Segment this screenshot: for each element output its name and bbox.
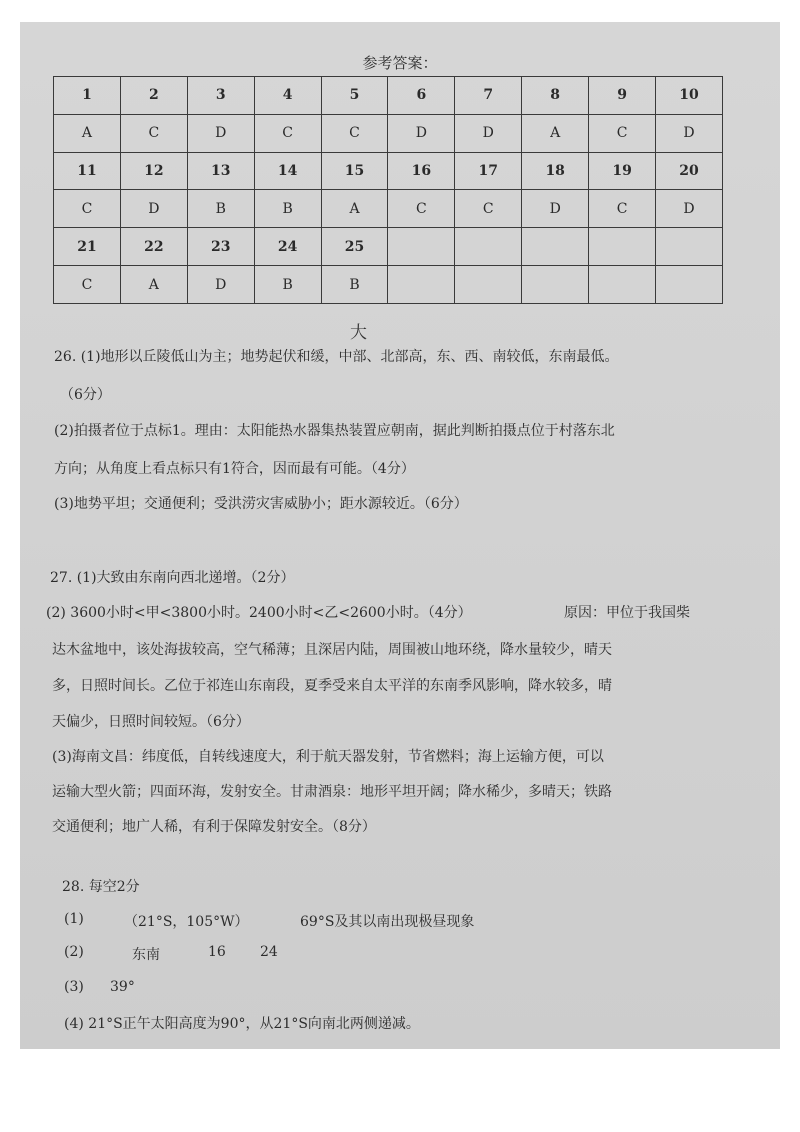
q28-r4: (4) 21°S正午太阳高度为90°，从21°S向南北两侧递减。 <box>64 1016 420 1032</box>
q28-r2-c: 24 <box>260 944 278 960</box>
q28-r2-label: (2) <box>64 944 84 960</box>
answer-row <box>54 114 723 152</box>
q28-r2-a: 东南 <box>132 947 160 963</box>
answer-cell: C <box>54 266 121 304</box>
answer-cell <box>589 266 656 304</box>
question-number-cell: 15 <box>321 152 388 190</box>
question-number-cell <box>455 228 522 266</box>
question-number-cell: 3 <box>187 77 254 115</box>
page-title: 参考答案： <box>362 54 438 72</box>
answer-cell <box>388 266 455 304</box>
answer-cell: C <box>120 114 187 152</box>
answer-cell: D <box>656 114 723 152</box>
question-number-cell: 11 <box>54 152 121 190</box>
handwritten-mark: 大 <box>350 323 367 343</box>
answer-row <box>54 266 723 304</box>
q26-line4: 方向；从角度上看点标只有1符合，因而最有可能。（4分） <box>54 461 415 477</box>
question-number-cell: 1 <box>54 77 121 115</box>
answer-cell: A <box>54 114 121 152</box>
answer-cell: D <box>388 114 455 152</box>
q27-line7: 运输大型火箭；四面环海，发射安全。甘肃酒泉：地形平坦开阔；降水稀少，多晴天；铁路 <box>52 784 612 800</box>
question-number-cell: 18 <box>522 152 589 190</box>
q28-r3-a: 39° <box>110 979 135 995</box>
question-number-cell <box>589 228 656 266</box>
question-number-cell: 14 <box>254 152 321 190</box>
question-number-cell <box>656 228 723 266</box>
question-number-cell: 5 <box>321 77 388 115</box>
q27-line5: 天偏少，日照时间较短。（6分） <box>52 714 250 730</box>
question-number-cell <box>522 228 589 266</box>
answer-cell: C <box>589 114 656 152</box>
q28-r1-coord: （21°S，105°W） <box>124 914 249 930</box>
question-number-cell: 6 <box>388 77 455 115</box>
q28-r1-text: 69°S及其以南出现极昼现象 <box>300 914 475 930</box>
question-number-cell: 9 <box>589 77 656 115</box>
question-number-cell: 7 <box>455 77 522 115</box>
q27-line3: 达木盆地中，该处海拔较高，空气稀薄；且深居内陆，周围被山地环绕，降水量较少，晴天 <box>52 642 612 658</box>
question-number-cell: 16 <box>388 152 455 190</box>
q28-r2-b: 16 <box>208 944 226 960</box>
answer-cell: C <box>254 114 321 152</box>
question-number-cell: 10 <box>656 77 723 115</box>
question-number-row <box>54 77 723 115</box>
q26-line2: （6分） <box>60 387 111 403</box>
answer-cell: C <box>455 190 522 228</box>
answer-cell: D <box>455 114 522 152</box>
q27-line8: 交通便利；地广人稀，有利于保障发射安全。（8分） <box>52 819 376 835</box>
answer-cell: D <box>522 190 589 228</box>
q28-heading: 28. 每空2分 <box>62 879 140 895</box>
q28-r1-label: (1) <box>64 911 84 927</box>
question-number-cell: 4 <box>254 77 321 115</box>
answer-cell <box>522 266 589 304</box>
answer-cell: A <box>522 114 589 152</box>
answer-cell <box>656 266 723 304</box>
question-number-cell: 24 <box>254 228 321 266</box>
answer-cell: A <box>120 266 187 304</box>
question-number-cell: 22 <box>120 228 187 266</box>
question-number-cell: 21 <box>54 228 121 266</box>
q27-line2-reason: 原因：甲位于我国柴 <box>564 605 690 621</box>
question-number-cell: 25 <box>321 228 388 266</box>
question-number-cell: 19 <box>589 152 656 190</box>
answer-key-table <box>53 76 723 304</box>
question-number-cell: 12 <box>120 152 187 190</box>
q27-line2: (2) 3600小时<甲<3800小时。2400小时<乙<2600小时。（4分） <box>46 605 472 621</box>
q27-line1: 27. (1)大致由东南向西北递增。（2分） <box>50 570 295 586</box>
answer-cell: D <box>656 190 723 228</box>
answer-cell: C <box>388 190 455 228</box>
question-number-row <box>54 152 723 190</box>
answer-cell: C <box>54 190 121 228</box>
question-number-cell: 20 <box>656 152 723 190</box>
q28-r3-label: (3) <box>64 979 84 995</box>
question-number-cell: 2 <box>120 77 187 115</box>
answer-cell: B <box>254 190 321 228</box>
answer-cell: B <box>321 266 388 304</box>
answer-cell: B <box>187 190 254 228</box>
answer-cell: C <box>321 114 388 152</box>
question-number-cell: 8 <box>522 77 589 115</box>
answer-cell <box>455 266 522 304</box>
q27-line6: (3)海南文昌：纬度低，自转线速度大，利于航天器发射，节省燃料；海上运输方便，可以 <box>52 749 604 765</box>
answer-cell: D <box>187 114 254 152</box>
question-number-cell <box>388 228 455 266</box>
question-number-row <box>54 228 723 266</box>
question-number-cell: 13 <box>187 152 254 190</box>
q26-line3: (2)拍摄者位于点标1。理由：太阳能热水器集热装置应朝南，据此判断拍摄点位于村落东北 <box>54 423 615 439</box>
answer-cell: D <box>187 266 254 304</box>
q27-line4: 多，日照时间长。乙位于祁连山东南段，夏季受来自太平洋的东南季风影响，降水较多，晴 <box>52 678 612 694</box>
answer-cell: D <box>120 190 187 228</box>
question-number-cell: 23 <box>187 228 254 266</box>
question-number-cell: 17 <box>455 152 522 190</box>
q26-line1: 26. (1)地形以丘陵低山为主；地势起伏和缓，中部、北部高，东、西、南较低，东南最低。 <box>54 349 619 365</box>
answer-cell: A <box>321 190 388 228</box>
answer-sheet <box>20 22 780 1049</box>
q26-line5: (3)地势平坦；交通便利；受洪涝灾害威胁小；距水源较近。（6分） <box>54 496 468 512</box>
answer-row <box>54 190 723 228</box>
answer-cell: B <box>254 266 321 304</box>
answer-cell: C <box>589 190 656 228</box>
